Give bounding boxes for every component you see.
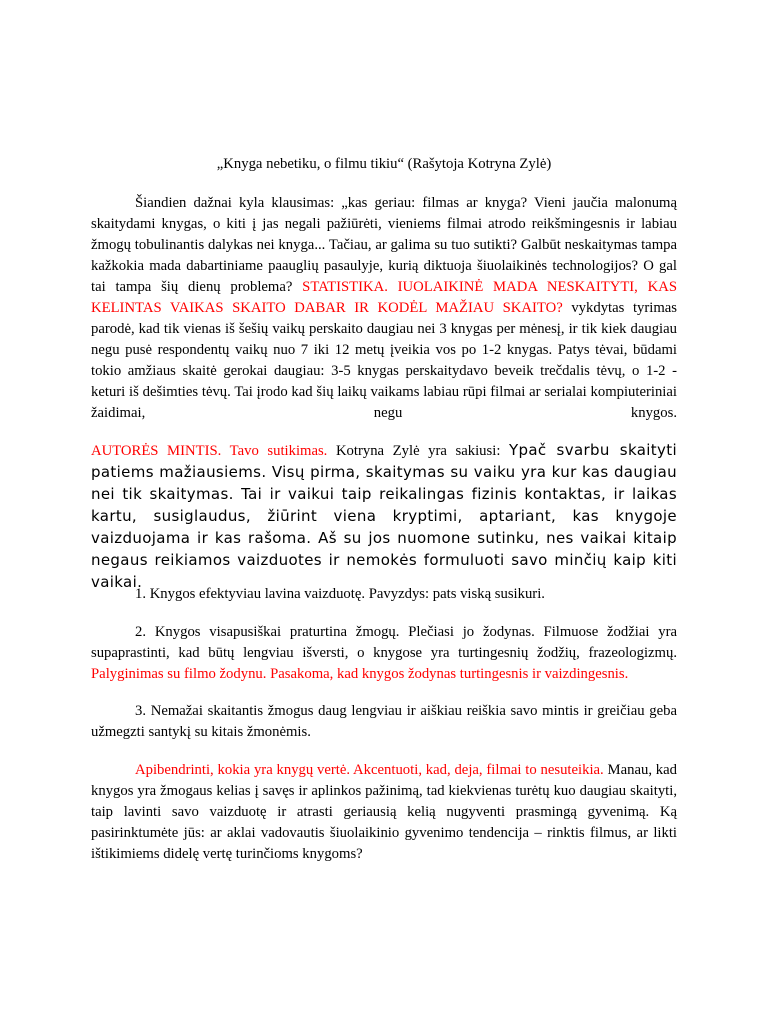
conclusion-text: Manau, kad knygos yra žmogaus kelias į savęs ir aplinkos pažinimą, tad kiekvienas turėtų kuo daugiau skaityti, taip lavinti savo vaizduotę ir atrasti geriausią kelią nugyventi prasmingą gyvenimą. Ką pasirinktumėte jūs: ar aklai vadovautis šiuolaikinio gyvenimo tendencija – rinktis filmus, ar likti ištikimiems didelę vertę turinčioms knygoms? xyxy=(91,762,677,862)
paragraph-intro-survey: vykdytas tyrimas parodė, kad tik vienas iš šešių vaikų perskaito daugiau nei 3 knygas per mėnesį, ir tik kiek daugiau negu pusė respondentų vaikų nuo 7 iki 12 metų įveikia vos po 1-2 knygas. Patys tėvai, būdami tokio amžiaus skaitė gerokai daugiau: 3-5 knygas perskaitydavo beveik trečdalis tėvų, o 1-2 - keturi iš dešimties tėvų. Tai įrodo kad šių laikų vaikams labiau rūpi filmai ar serialai kompiuteriniai žaidimai, negu knygos. xyxy=(91,300,677,421)
paragraph-intro xyxy=(91,193,677,424)
editor-note-vocabulary: Palyginimas su filmo žodynu. Pasakoma, kad knygos žodynas turtingesnis ir vaizdingesnis. xyxy=(91,666,629,682)
editor-note-statistics: STATISTIKA. IUOLAIKINĖ MADA NESKAITYTI, KAS KELINTAS VAIKAS SKAITO DABAR IR KODĖL MAŽIAU SKAITO? xyxy=(91,279,677,316)
editor-note-author-opinion: AUTORĖS MINTIS. Tavo sutikimas. xyxy=(91,443,328,459)
author-quote: Ypač svarbu skaityti patiems mažiausiems. Visų pirma, skaitymas su vaiku yra kur kas daugiau nei tik skaitymas. Tai ir vaikui taip reikalingas fizinis kontaktas, ir laikas kartu, susiglaudus, žiūrint viena kryptimi, aptariant, kas knygoje vaizduojama ir kas rašoma. Aš su jos nuomone sutinku, nes vaikai kitaip negaus reikiamos vaizduotes ir nemokės formuluoti savo minčių kaip kiti vaikai. xyxy=(91,441,677,591)
author-quote-intro: Kotryna Zylė yra sakiusi: xyxy=(327,443,509,459)
editor-note-conclusion: Apibendrinti, kokia yra knygų vertė. Akcentuoti, kad, deja, filmai to nesuteikia. xyxy=(135,762,604,778)
paragraph-conclusion xyxy=(91,760,677,865)
paragraph-intro-text: Šiandien dažnai kyla klausimas: „kas geriau: filmas ar knyga? Vieni jaučia malonumą skaitydami knygas, o kiti į jas negali pažiūrėti, vieniems filmai atrodo reikšmingesnis ir labiau žmogų tobulinantis dalykas nei knyga... Tačiau, ar galima su tuo sutikti? Galbūt neskaitymas tampa kažkokia mada dabartiniame paauglių pasaulyje, kurią diktuoja šiuolaikinės technologijos? O gal tai tampa šių dienų problema? xyxy=(91,195,677,295)
argument-2-text: 2. Knygos visapusiškai praturtina žmogų. Plečiasi jo žodynas. Filmuose žodžiai yra supaprastinti, kad būtų lengviau išversti, o knygose yra turtingesnių žodžių, frazeologizmų. xyxy=(91,624,677,661)
document-title: „Knyga nebetiku, o filmu tikiu“ (Rašytoja Kotryna Zylė) xyxy=(216,156,552,172)
argument-1: 1. Knygos efektyviau lavina vaizduotę. Pavyzdys: pats viską susikuri. xyxy=(135,586,545,602)
argument-3: 3. Nemažai skaitantis žmogus daug lengviau ir aiškiau reiškia savo mintis ir greičiau geba užmegzti santykį su kitais žmonėmis. xyxy=(91,703,677,740)
argument-2 xyxy=(91,622,677,685)
paragraph-author-opinion xyxy=(91,440,677,594)
